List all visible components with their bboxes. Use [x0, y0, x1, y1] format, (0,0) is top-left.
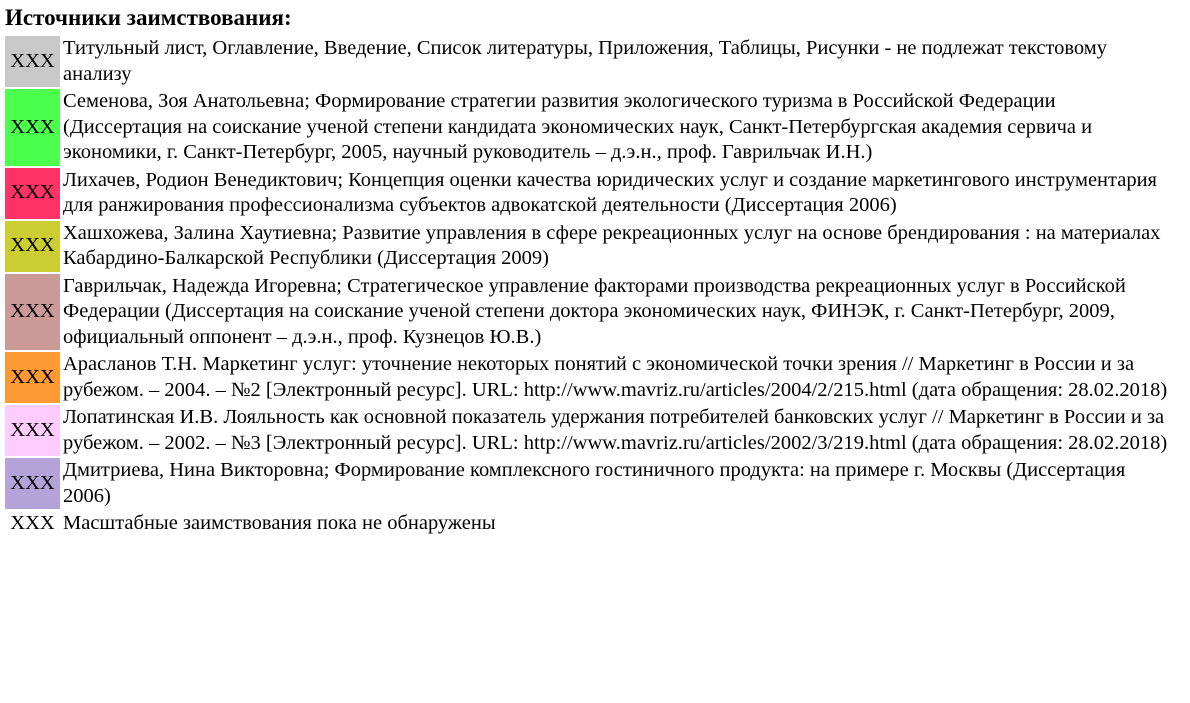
source-description: Хашхожева, Залина Хаутиевна; Развитие управления в сфере рекреационных услуг на основе брендирования : на материалах Кабардино-Балкарской Республики (Диссертация 2009) — [63, 221, 1161, 269]
source-description: Титульный лист, Оглавление, Введение, Список литературы, Приложения, Таблицы, Рисунки - не подлежат текстовому анализу — [63, 37, 1107, 85]
source-color-swatch: XXX — [5, 89, 60, 166]
source-color-swatch: XXX — [5, 405, 60, 456]
source-description: Масштабные заимствования пока не обнаружены — [63, 512, 496, 534]
source-color-swatch: XXX — [5, 168, 60, 219]
source-row — [5, 89, 1178, 166]
source-color-swatch: XXX — [5, 221, 60, 272]
source-row — [5, 168, 1178, 219]
source-color-swatch: XXX — [5, 511, 60, 537]
source-row — [5, 221, 1178, 272]
source-row — [5, 511, 1178, 537]
sources-legend-body — [5, 36, 1178, 537]
source-row — [5, 352, 1178, 403]
sources-legend-table — [3, 34, 1180, 539]
section-title: Источники заимствования: — [5, 5, 292, 30]
source-row — [5, 458, 1178, 509]
source-color-swatch: XXX — [5, 352, 60, 403]
source-description: Гаврильчак, Надежда Игоревна; Стратегическое управление факторами производства рекреационных услуг в Российской Федерации (Диссертация на соискание ученой степени доктора экономических наук, ФИНЭК, г. Санкт-Петербург, 2009, официальный оппонент – д.э.н., проф. Кузнецов Ю.В.) — [63, 274, 1126, 348]
source-color-swatch: XXX — [5, 274, 60, 351]
source-color-swatch: XXX — [5, 36, 60, 87]
source-description: Арасланов Т.Н. Маркетинг услуг: уточнение некоторых понятий с экономической точки зрения // Маркетинг в России и за рубежом. – 2004. – №2 [Электронный ресурс]. URL: http://www.mavriz.ru/articles/2004/2/215.html (дата обращения: 28.02.2018) — [63, 353, 1168, 401]
source-description: Лихачев, Родион Венедиктович; Концепция оценки качества юридических услуг и создание маркетингового инструментария для ранжирования профессионализма субъектов адвокатской деятельности (Диссертация 2006) — [63, 168, 1157, 216]
source-color-swatch: XXX — [5, 458, 60, 509]
source-row — [5, 405, 1178, 456]
source-row — [5, 36, 1178, 87]
source-description: Дмитриева, Нина Викторовна; Формирование комплексного гостиничного продукта: на примере г. Москвы (Диссертация 2006) — [63, 459, 1126, 507]
source-description: Семенова, Зоя Анатольевна; Формирование стратегии развития экологического туризма в Российской Федерации (Диссертация на соискание ученой степени кандидата экономических наук, Санкт-Петербургская академия сервича и экономики, г. Санкт-Петербург, 2005, научный руководитель – д.э.н., проф. Гаврильчак И.Н.) — [63, 90, 1093, 163]
source-row — [5, 274, 1178, 351]
source-description: Лопатинская И.В. Лояльность как основной показатель удержания потребителей банковских услуг // Маркетинг в России и за рубежом. – 2002. – №3 [Электронный ресурс]. URL: http://www.mavriz.ru/articles/2002/3/219.html (дата обращения: 28.02.2018) — [63, 406, 1168, 454]
